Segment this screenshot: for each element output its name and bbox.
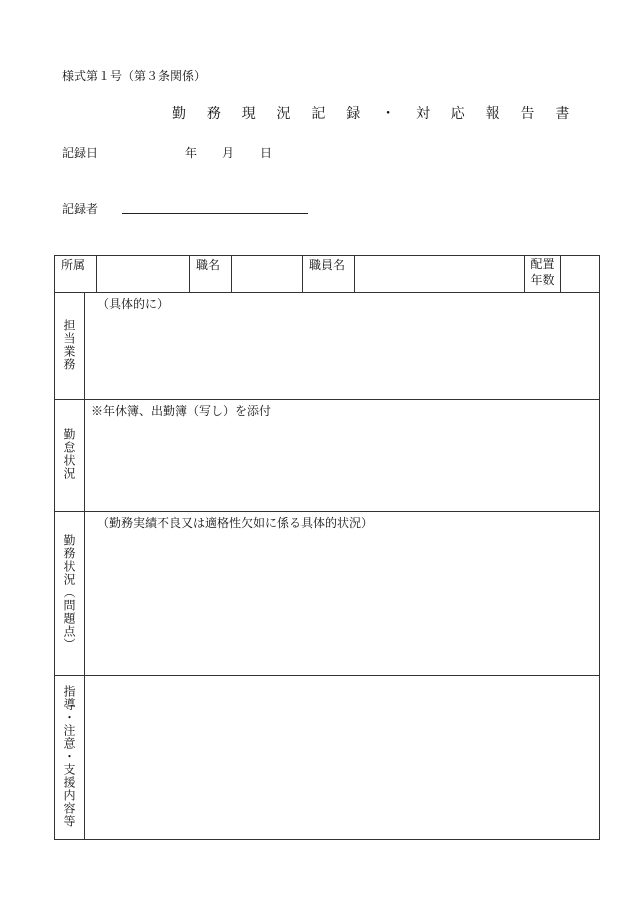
section-attendance-field[interactable]	[85, 400, 600, 512]
section-work-issues-note: （勤務実績不良又は適格性欠如に係る具体的状況）	[97, 516, 374, 530]
assigned-years-field[interactable]	[561, 256, 600, 293]
recorder-signature-line[interactable]	[122, 213, 308, 214]
section-guidance	[55, 676, 600, 840]
position-field[interactable]	[232, 256, 303, 293]
section-duties	[55, 293, 600, 400]
position-label: 職名	[190, 256, 232, 293]
section-duties-note: （具体的に）	[97, 297, 170, 311]
header-row	[55, 256, 600, 293]
section-duties-field[interactable]	[85, 293, 600, 400]
employee-name-label: 職員名	[303, 256, 355, 293]
section-attendance-note: ※年休簿、出勤簿（写し）を添付	[91, 404, 272, 418]
record-date-day-label: 日	[260, 146, 273, 160]
section-duties-label: 担当業務	[55, 293, 85, 400]
record-date-month-label: 月	[222, 146, 235, 160]
assigned-years-label-line1: 配置	[530, 257, 555, 271]
record-date-label: 記録日	[62, 146, 99, 160]
affiliation-label: 所属	[55, 256, 97, 293]
recorder-label: 記録者	[62, 202, 99, 216]
document-title: 勤 務 現 況 記 録 ・ 対 応 報 告 書	[172, 106, 578, 122]
section-work-issues-field[interactable]	[85, 512, 600, 676]
assigned-years-label-line2: 年数	[530, 273, 555, 287]
section-guidance-field[interactable]	[85, 676, 600, 840]
employee-name-field[interactable]	[355, 256, 525, 293]
report-table	[54, 255, 600, 840]
section-guidance-label: 指導・注意・支援内容等	[55, 676, 85, 840]
form-number: 様式第１号（第３条関係）	[62, 69, 207, 83]
section-work-issues	[55, 512, 600, 676]
record-date-year-label: 年	[185, 146, 198, 160]
section-work-issues-label: 勤務状況（問題点）	[55, 512, 85, 676]
affiliation-field[interactable]	[97, 256, 190, 293]
section-attendance-label: 勤怠状況	[55, 400, 85, 512]
section-attendance	[55, 400, 600, 512]
assigned-years-label	[525, 256, 561, 293]
